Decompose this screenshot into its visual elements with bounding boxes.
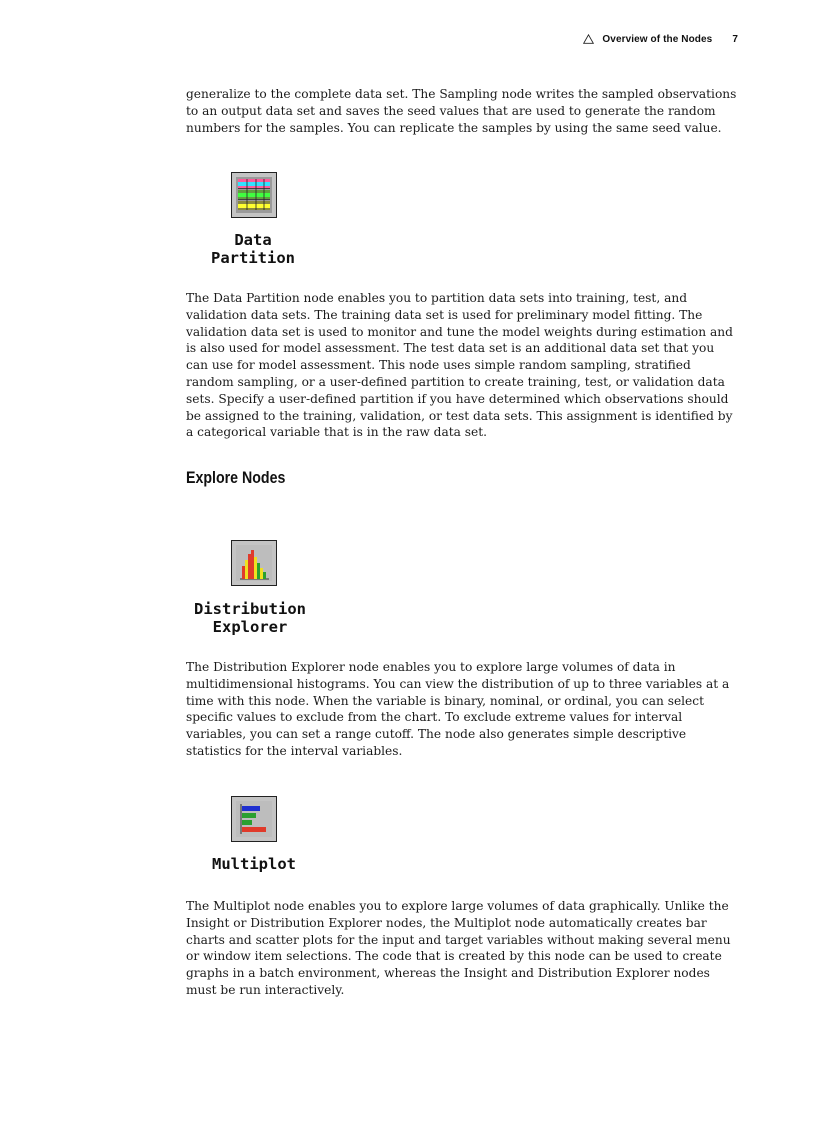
distribution-explorer-label-line2: Explorer bbox=[212, 618, 288, 636]
data-partition-label-line1: Data bbox=[234, 231, 272, 249]
paragraph-distribution-explorer: The Distribution Explorer node enables you to explore large volumes of data in multidimensional histograms. You can view the distribution of up to three variables at a time with this node. When the variable is binary, nominal, or ordinal, you can select specific values to exclude from the chart. To exclude extreme values for interval variables, you can set a range cutoff. The node also generates simple descriptive statistics for the interval variables. bbox=[186, 660, 730, 758]
multiplot-icon bbox=[231, 796, 277, 842]
distribution-explorer-label-line1: Distribution bbox=[194, 600, 306, 618]
running-header bbox=[560, 32, 738, 46]
triangle-icon bbox=[583, 34, 594, 44]
distribution-explorer-node bbox=[186, 530, 316, 640]
data-partition-label-line2: Partition bbox=[211, 249, 295, 267]
header-title: Overview of the Nodes bbox=[602, 33, 713, 45]
data-partition-icon bbox=[231, 172, 277, 218]
multiplot-label bbox=[186, 855, 322, 873]
paragraph-multiplot: The Multiplot node enables you to explore large volumes of data graphically. Unlike the Insight or Distribution Explorer nodes, the Multiplot node automatically creates bar charts and scatter plots for the input and target variables without making several menu or window item selections. The code that is created by this node can be used to create graphs in a batch environment, whereas the Insight and Distribution Explorer nodes must be run interactively. bbox=[186, 899, 731, 997]
data-partition-node bbox=[186, 162, 316, 272]
section-heading-explore-nodes: Explore Nodes bbox=[186, 469, 286, 487]
distribution-explorer-label bbox=[186, 600, 314, 636]
distribution-explorer-icon bbox=[231, 540, 277, 586]
data-partition-label bbox=[186, 231, 320, 267]
paragraph-sampling-end: generalize to the complete data set. The Sampling node writes the sampled observations to an output data set and saves the seed values that are used to generate the random numbers for the samples. You can replicate the samples by using the same seed value. bbox=[186, 87, 737, 135]
paragraph-data-partition: The Data Partition node enables you to partition data sets into training, test, and validation data sets. The training data set is used for preliminary model fitting. The validation data set is used to monitor and tune the model weights during estimation and is also used for model assessment. The test data set is an additional data set that you can use for model assessment. This node uses simple random sampling, stratified random sampling, or a user-defined partition to create training, test, or validation data sets. Specify a user-defined partition if you have determined which observations should be assigned to the training, validation, or test data sets. This assignment is identified by a categorical variable that is in the raw data set. bbox=[186, 291, 733, 440]
multiplot-node bbox=[186, 786, 316, 876]
multiplot-label-line1: Multiplot bbox=[212, 855, 296, 873]
page-number: 7 bbox=[732, 33, 738, 45]
